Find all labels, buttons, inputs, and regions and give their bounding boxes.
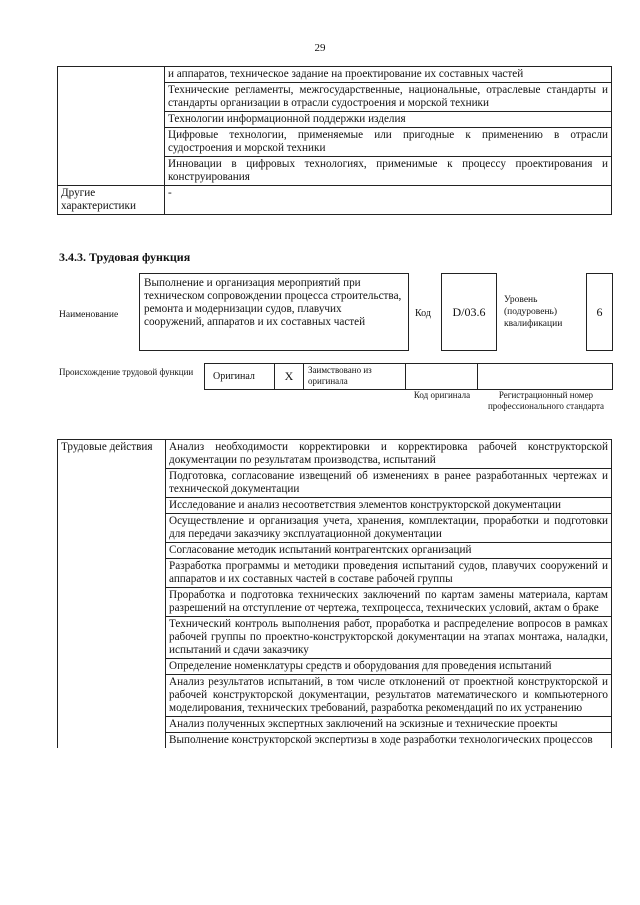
labor-action-item: Анализ необходимости корректировки и корректировка рабочей конструкторской документации по результатам производства, испытаний (166, 440, 612, 469)
labor-action-item: Определение номенклатуры средств и оборудования для проведения испытаний (166, 659, 612, 675)
labor-action-item: Проработка и подготовка технических заключений по картам замены материала, картам разрешений на отступление от чертежа, техпроцесса, технических условий, актам о браке (166, 588, 612, 617)
labor-action-item: Анализ полученных экспертных заключений на эскизные и технические проекты (166, 717, 612, 733)
other-characteristics-label: Другие характеристики (58, 186, 165, 215)
labor-action-item: Выполнение конструкторской экспертизы в ходе разработки технологических процессов (166, 733, 612, 749)
knowledge-item: Инновации в цифровых технологиях, применимые к процессу проектирования и конструирования (165, 157, 612, 186)
level-value: 6 (596, 304, 603, 319)
labor-action-item: Согласование методик испытаний контрагентских организаций (166, 543, 612, 559)
code-box (441, 273, 497, 351)
labor-action-item: Подготовка, согласование извещений об изменениях в ранее разработанных чертежах и технической документации (166, 469, 612, 498)
labor-actions-label: Трудовые действия (58, 440, 166, 749)
labor-actions-table (57, 439, 612, 748)
knowledge-item: Технические регламенты, межгосударственные, национальные, отраслевые стандарты и стандарты организации в отрасли судостроения и морской техники (165, 83, 612, 112)
knowledge-item: Технологии информационной поддержки изделия (165, 112, 612, 128)
code-value: D/03.6 (452, 304, 486, 319)
reg-number-box (477, 363, 613, 390)
page-number: 29 (314, 42, 326, 54)
function-name-box (139, 273, 409, 351)
labor-action-item: Технический контроль выполнения работ, проработка и распределение вопросов в рамках рабочей группы по проектно-конструкторской документации на этапах монтажа, наладки, испытаний и сдачи заказчику (166, 617, 612, 659)
other-characteristics-value: - (165, 186, 612, 215)
knowledge-label-cell (58, 67, 165, 186)
knowledge-item: Цифровые технологии, применяемые или пригодные к применению в отрасли судостроения и морской техники (165, 128, 612, 157)
labor-action-item: Анализ результатов испытаний, в том числе отклонений от проектной конструкторской и рабочей конструкторской документации, результатов математического и компьютерного моделирования, технических требований, разработка рекомендаций по их устранению (166, 675, 612, 717)
code-label: Код (415, 308, 431, 319)
code-original-label: Код оригинала (413, 390, 471, 400)
level-label: Уровень (подуровень) квалификации (504, 295, 563, 329)
section-title: 3.4.3. Трудовая функция (59, 250, 191, 264)
original-box (204, 363, 275, 390)
original-mark: X (284, 369, 294, 383)
knowledge-table (57, 66, 612, 215)
labor-action-item: Исследование и анализ несоответствия элементов конструкторской документации (166, 498, 612, 514)
name-label: Наименование (59, 310, 119, 320)
labor-action-item: Осуществление и организация учета, хранения, комплектации, проработки и подготовки для передачи заказчику эксплуатационной документации (166, 514, 612, 543)
borrowed-box (303, 363, 406, 390)
level-box (586, 273, 613, 351)
original-mark-box (274, 363, 304, 390)
original-text: Оригинал (213, 371, 255, 382)
reg-number-label: Регистрационный номер профессионального стандарта (487, 390, 605, 411)
labor-action-item: Разработка программы и методики проведения испытаний судов, плавучих сооружений и аппаратов и их составных частей в составе рабочей группы (166, 559, 612, 588)
origin-label: Происхождение трудовой функции (59, 367, 194, 377)
code-original-box (405, 363, 478, 390)
knowledge-item: и аппаратов, техническое задание на проектирование их составных частей (165, 67, 612, 83)
borrowed-text: Заимствовано из оригинала (308, 365, 372, 386)
function-name-value: Выполнение и организация мероприятий при техническом сопровождении процесса строительства, ремонта и модернизации судов, плавучих сооружений, аппаратов и их составных частей (144, 277, 402, 328)
